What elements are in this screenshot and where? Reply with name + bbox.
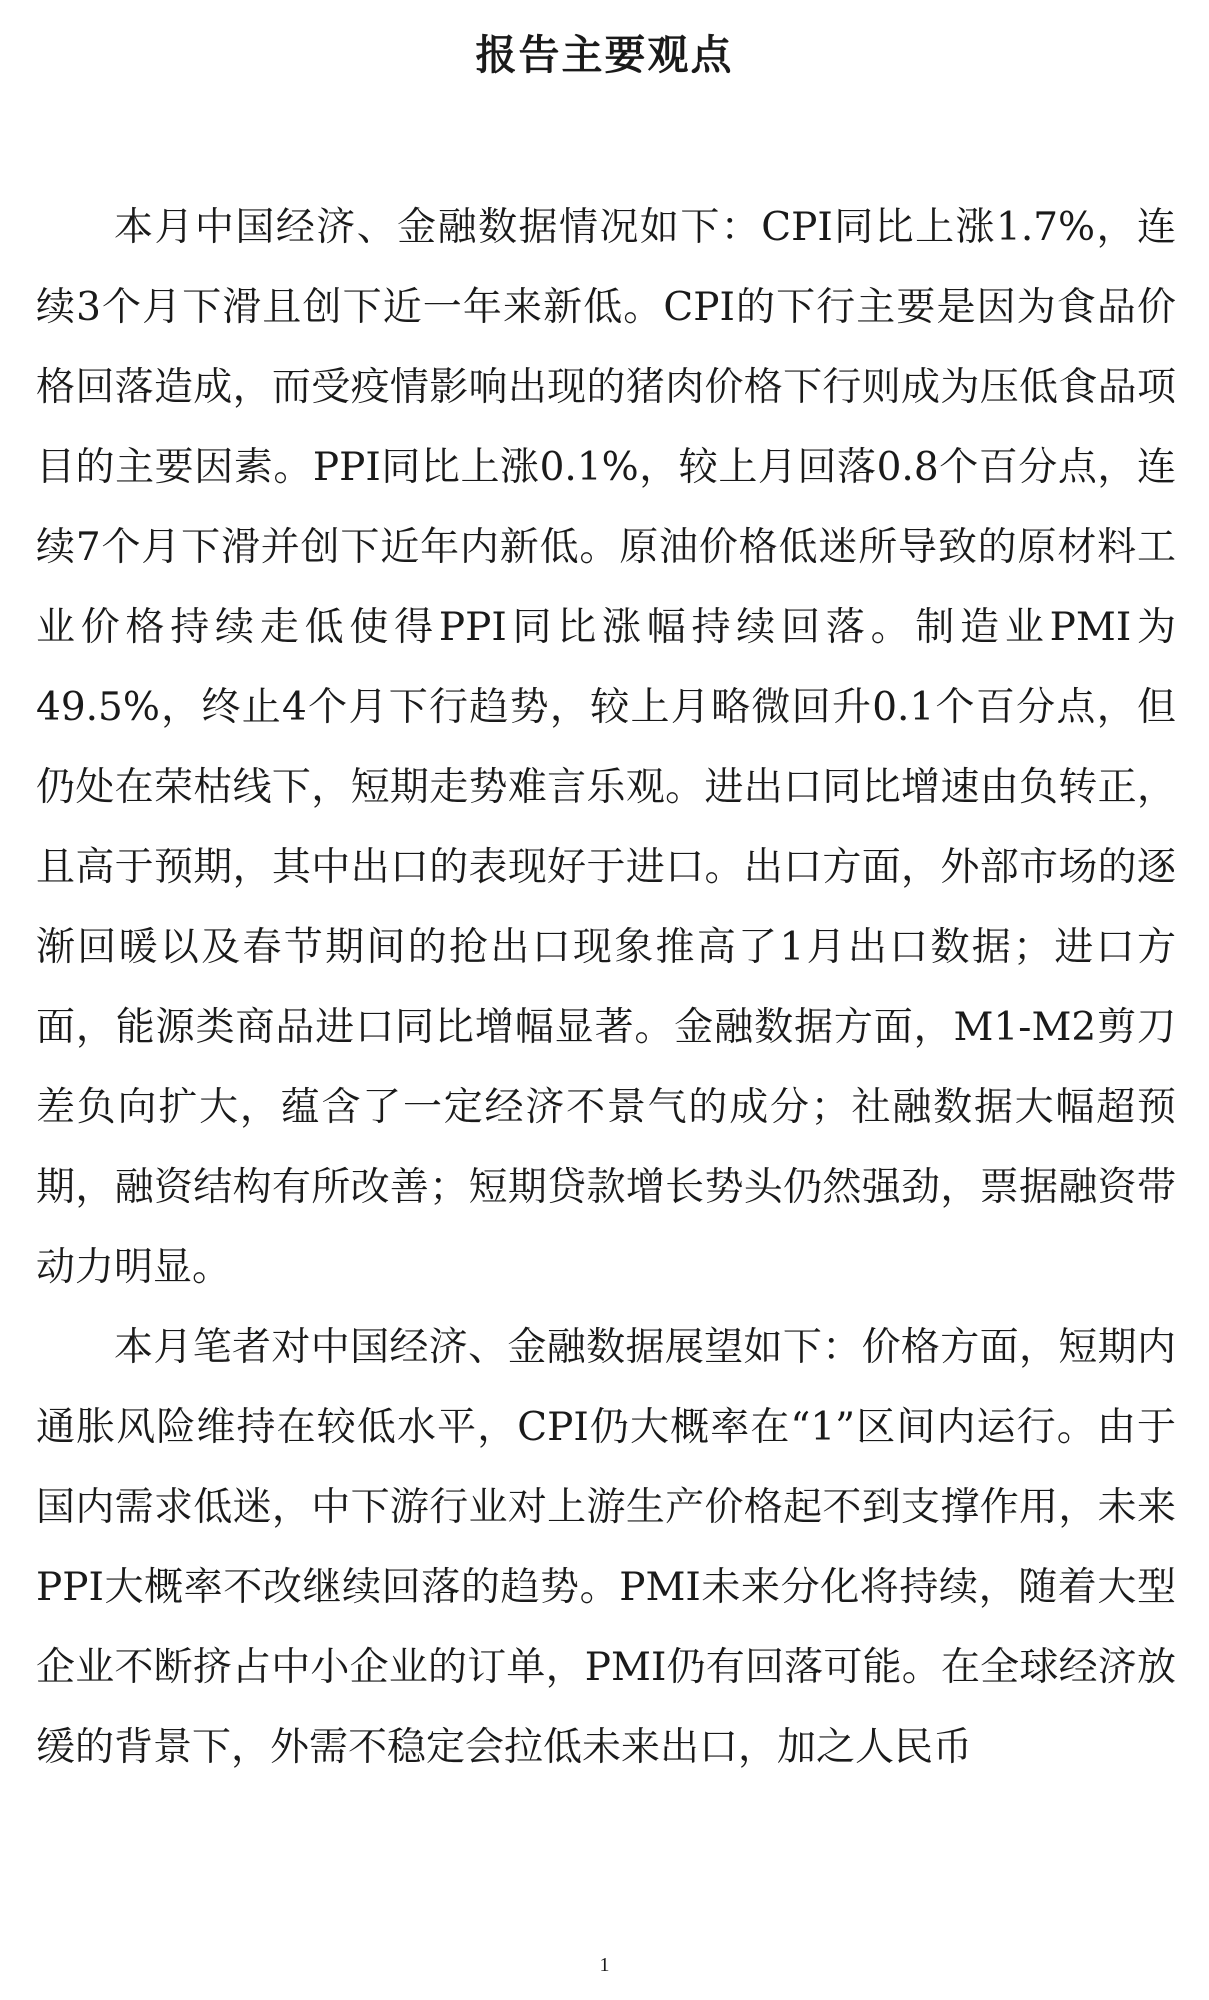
report-body <box>36 188 1176 1788</box>
report-title: 报告主要观点 <box>475 31 734 79</box>
paragraph-outlook: 本月笔者对中国经济、金融数据展望如下：价格方面，短期内通胀风险维持在较低水平，CPI仍大概率在“1”区间内运行。由于国内需求低迷，中下游行业对上游生产价格起不到支撑作用，未来PPI大概率不改继续回落的趋势。PMI未来分化将持续，随着大型企业不断挤占中小企业的订单，PMI仍有回落可能。在全球经济放缓的背景下，外需不稳定会拉低未来出口，加之人民币 <box>36 1325 1176 1770</box>
page-number: 1 <box>599 1954 610 1976</box>
paragraph-current-data: 本月中国经济、金融数据情况如下：CPI同比上涨1.7%，连续3个月下滑且创下近一年来新低。CPI的下行主要是因为食品价格回落造成，而受疫情影响出现的猪肉价格下行则成为压低食品项目的主要因素。PPI同比上涨0.1%，较上月回落0.8个百分点，连续7个月下滑并创下近年内新低。原油价格低迷所导致的原材料工业价格持续走低使得PPI同比涨幅持续回落。制造业PMI为49.5%，终止4个月下行趋势，较上月略微回升0.1个百分点，但仍处在荣枯线下，短期走势难言乐观。进出口同比增速由负转正，且高于预期，其中出口的表现好于进口。出口方面，外部市场的逐渐回暖以及春节期间的抢出口现象推高了1月出口数据；进口方面，能源类商品进口同比增幅显著。金融数据方面，M1-M2剪刀差负向扩大，蕴含了一定经济不景气的成分；社融数据大幅超预期，融资结构有所改善；短期贷款增长势头仍然强劲，票据融资带动力明显。 <box>36 205 1176 1290</box>
